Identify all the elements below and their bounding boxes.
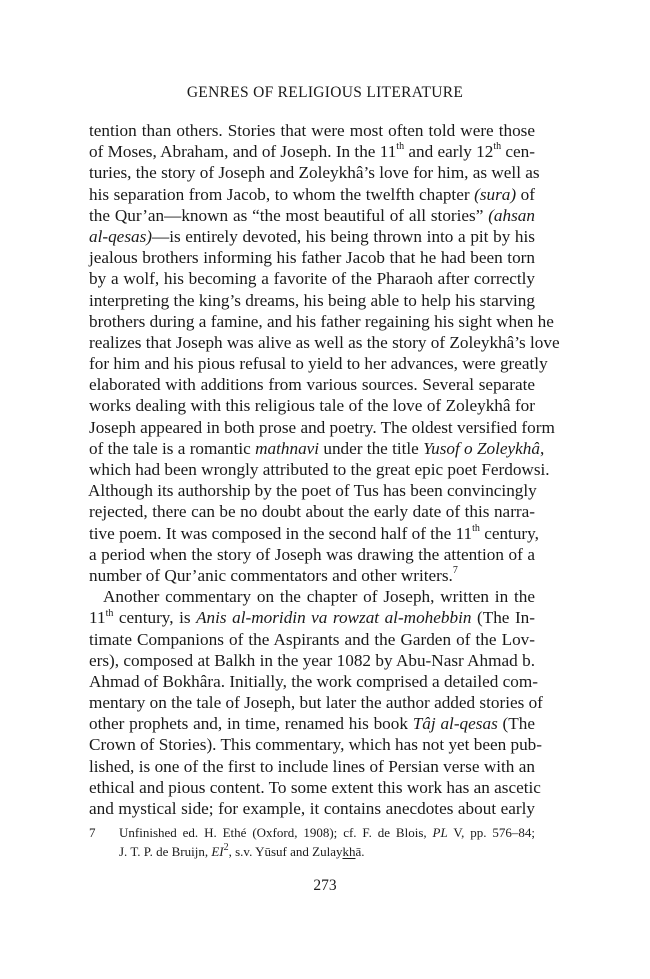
text-line: and mystical side; for example, it contains anecdotes about early <box>89 799 535 818</box>
text-line: his separation from Jacob, to whom the twelfth chapter (sura) of <box>89 184 535 204</box>
text-line: by a wolf, his becoming a favorite of the Pharaoh after correctly <box>89 269 535 289</box>
text-line: timate Companions of the Aspirants and the Garden of the Lov- <box>89 629 535 649</box>
text-line: of Moses, Abraham, and of Joseph. In the 11th and early 12th cen- <box>89 141 536 162</box>
footnote-line: Unfinished ed. H. Ethé (Oxford, 1908); cf. F. de Blois, PL V, pp. 576–84; <box>119 825 535 840</box>
running-head: GENRES OF RELIGIOUS LITERATURE <box>186 84 464 101</box>
paragraph-2 <box>89 586 543 819</box>
text-line: ers), composed at Balkh in the year 1082 by Abu-Nasr Ahmad b. <box>89 650 535 670</box>
text-line: number of Qur’anic commentators and other writers.$^7$ <box>89 565 458 585</box>
text-line: Another commentary on the chapter of Joseph, written in the <box>103 587 535 607</box>
text-line: Crown of Stories). This commentary, which has not yet been pub- <box>89 735 542 755</box>
footnote <box>89 823 535 861</box>
body-text <box>88 120 560 819</box>
text-line: mentary on the tale of Joseph, but later the author added stories of <box>89 693 543 713</box>
text-line: which had been wrongly attributed to the great epic poet Ferdowsi. <box>89 460 550 479</box>
footnote-entry <box>89 823 535 861</box>
text-line: Ahmad of Bokhâra. Initially, the work comprised a detailed com- <box>89 671 538 691</box>
text-line: tention than others. Stories that were most often told were those <box>89 121 535 140</box>
text-line: rejected, there can be no doubt about the early date of this narra- <box>89 502 535 522</box>
text-line: other prophets and, in time, renamed his book Tâj al-qesas (The <box>89 714 535 734</box>
text-line: elaborated with additions from various sources. Several separate <box>89 375 535 395</box>
text-line: turies, the story of Joseph and Zoleykhâ’s love for him, as well as <box>89 163 540 183</box>
text-line: for him and his pious refusal to yield to her advances, were greatly <box>89 354 548 374</box>
footnote-line: J. T. P. de Bruijn, $EI^2$, s.v. Yūsuf and Zulaykhā. <box>119 841 365 859</box>
text-line: realizes that Joseph was alive as well as the story of Zoleykhâ’s love <box>89 332 560 352</box>
text-line: interpreting the king’s dreams, his being able to help his starving <box>89 290 535 310</box>
footnote-number: 7 <box>89 825 96 840</box>
text-line: lished, is one of the first to include lines of Persian verse with an <box>89 756 535 776</box>
text-line: brothers during a famine, and his father regaining his sight when he <box>89 311 554 331</box>
text-line: ethical and pious content. To some extent this work has an ascetic <box>89 777 541 797</box>
text-line: Joseph appeared in both prose and poetry. The oldest versified form <box>89 417 555 437</box>
text-line: of the tale is a romantic mathnavi under the title Yusof o Zoleykhâ, <box>89 438 545 458</box>
text-line: al-qesas)—is entirely devoted, his being thrown into a pit by his <box>89 226 535 246</box>
paragraph-1 <box>88 120 560 586</box>
footnote-reference[interactable]: 7 <box>452 565 458 577</box>
text-line: 11th century, is Anis al-moridin va rowzat al-mohebbin (The In- <box>89 607 535 628</box>
text-line: a period when the story of Joseph was drawing the attention of a <box>89 544 535 564</box>
text-line: the Qur’an—known as “the most beautiful of all stories” (ahsan <box>89 205 535 225</box>
text-line: works dealing with this religious tale of the love of Zoleykhâ for <box>89 396 535 416</box>
text-line: jealous brothers informing his father Jacob that he had been torn <box>89 248 535 268</box>
text-line: tive poem. It was composed in the second half of the 11th century, <box>89 522 539 543</box>
text-line: Although its authorship by the poet of Tus has been convincingly <box>88 481 537 501</box>
page-number: 273 <box>313 877 337 894</box>
